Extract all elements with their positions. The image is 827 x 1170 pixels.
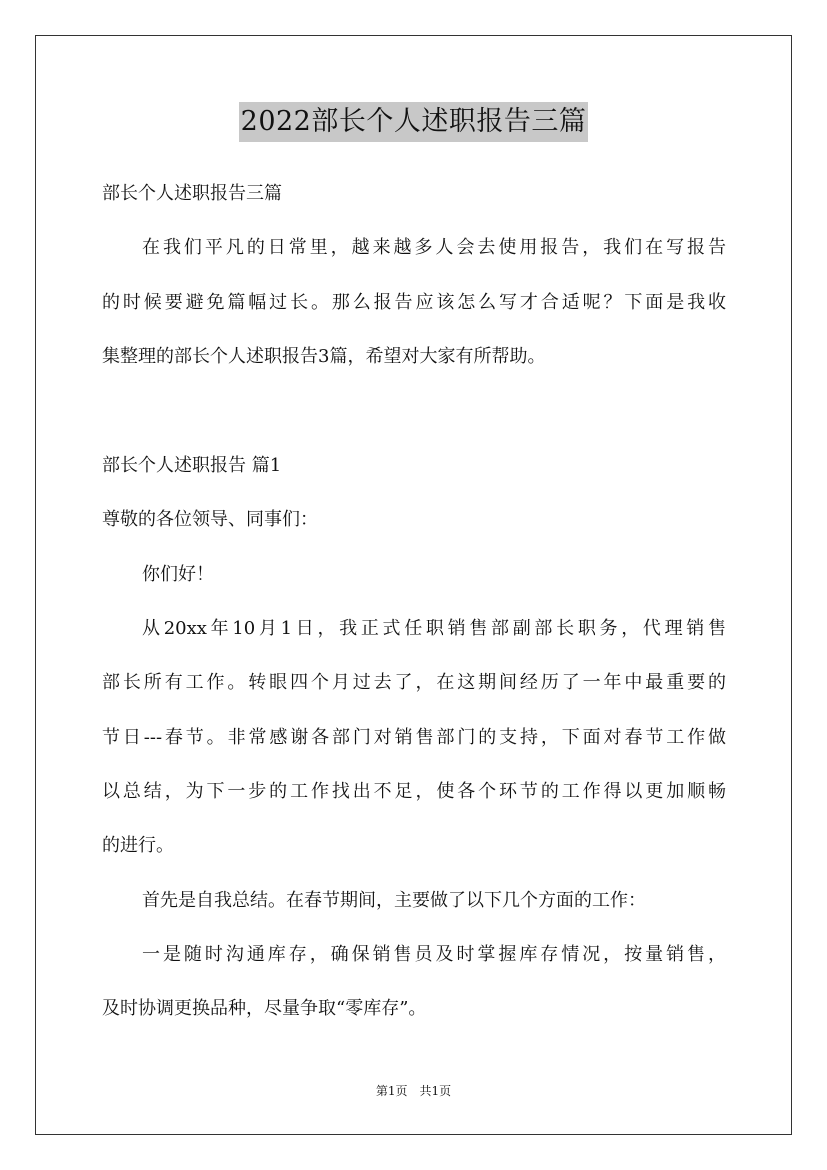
greeting: 你们好！ xyxy=(142,564,214,585)
paragraph1-line-3: 节日---春节。非常感谢各部门对销售部门的支持，下面对春节工作做 xyxy=(102,727,726,748)
salutation: 尊敬的各位领导、同事们： xyxy=(102,509,318,530)
section-heading: 部长个人述职报告 篇1 xyxy=(102,455,282,476)
paragraph3-line-1: 一是随时沟通库存，确保销售员及时掌握库存情况，按量销售， xyxy=(142,944,726,965)
paragraph3-line-2: 及时协调更换品种，尽量争取“零库存”。 xyxy=(102,998,427,1019)
paragraph1-line-4: 以总结，为下一步的工作找出不足，使各个环节的工作得以更加顺畅 xyxy=(102,781,726,802)
document-subtitle: 部长个人述职报告三篇 xyxy=(102,183,282,204)
intro-line-3: 集整理的部长个人述职报告3篇，希望对大家有所帮助。 xyxy=(102,346,546,367)
document-title: 2022部长个人述职报告三篇 xyxy=(239,102,589,142)
intro-line-1: 在我们平凡的日常里，越来越多人会去使用报告，我们在写报告 xyxy=(142,237,726,258)
intro-line-2: 的时候要避免篇幅过长。那么报告应该怎么写才合适呢？下面是我收 xyxy=(102,292,726,313)
paragraph1-line-1: 从20xx年10月1日，我正式任职销售部副部长职务，代理销售 xyxy=(142,618,726,639)
paragraph1-line-5: 的进行。 xyxy=(102,835,174,856)
page-footer: 第1页 共1页 xyxy=(375,1084,452,1098)
paragraph2: 首先是自我总结。在春节期间，主要做了以下几个方面的工作： xyxy=(142,890,646,911)
paragraph1-line-2: 部长所有工作。转眼四个月过去了，在这期间经历了一年中最重要的 xyxy=(102,672,726,693)
title-container xyxy=(0,102,827,142)
